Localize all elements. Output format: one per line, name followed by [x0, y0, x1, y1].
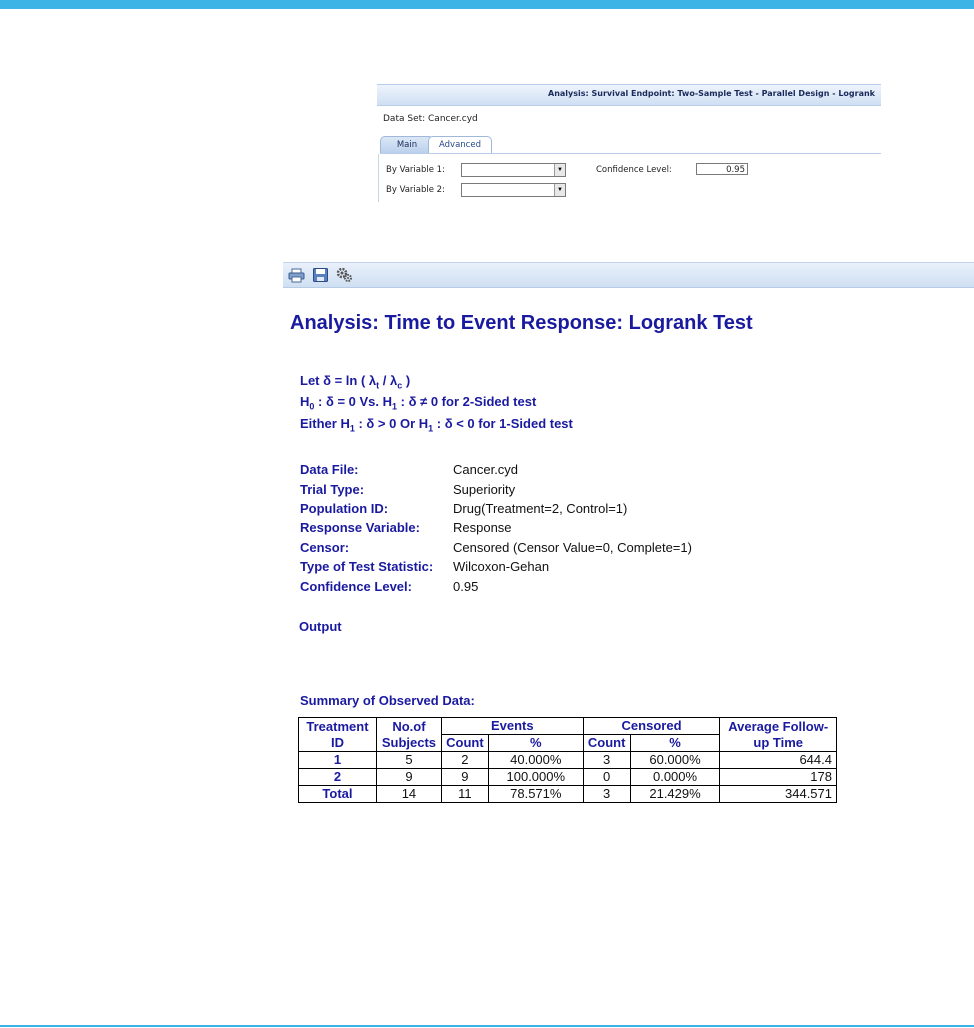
cell-subjects: 5 — [376, 752, 441, 769]
confidence-level-label: Confidence Level: — [596, 165, 672, 175]
info-value-confidence-level: 0.95 — [453, 579, 479, 594]
info-value-censor: Censored (Censor Value=0, Complete=1) — [453, 540, 692, 555]
header-no-of-subjects: No.of Subjects — [376, 718, 441, 752]
cell-treatment-id: Total — [299, 786, 377, 803]
tab-divider — [380, 153, 881, 154]
hyp1-mid: / λ — [379, 373, 398, 388]
tab-advanced[interactable]: Advanced — [428, 136, 492, 154]
cell-subjects: 14 — [376, 786, 441, 803]
hyp2-h: H — [300, 394, 310, 409]
cell-events-count: 9 — [441, 769, 488, 786]
hypothesis-line-2 — [300, 394, 536, 412]
bottom-accent-line — [0, 1025, 974, 1027]
table-row — [299, 769, 837, 786]
cell-events-pct: 78.571% — [488, 786, 583, 803]
by-variable-2-select[interactable] — [461, 183, 566, 197]
report-toolbar — [283, 262, 974, 288]
cell-average-follow-up: 344.571 — [720, 786, 837, 803]
by-variable-1-label: By Variable 1: — [386, 165, 445, 175]
info-value-data-file: Cancer.cyd — [453, 462, 519, 477]
hypothesis-line-1 — [300, 373, 410, 391]
table-row — [299, 752, 837, 769]
print-icon[interactable] — [288, 267, 305, 283]
hyp2-mid: : δ = 0 Vs. H — [314, 394, 393, 409]
dropdown-arrow-icon[interactable]: ▼ — [554, 164, 565, 176]
info-label-trial-type: Trial Type: — [300, 482, 365, 497]
header-censored: Censored — [583, 718, 720, 735]
hyp2-sub1: 0 — [309, 401, 315, 412]
cell-censored-count: 3 — [583, 786, 630, 803]
hyp2-suffix: : δ ≠ 0 for 2-Sided test — [397, 394, 537, 409]
table-row — [299, 786, 837, 803]
save-icon[interactable] — [312, 267, 329, 283]
settings-gears-icon[interactable] — [336, 267, 353, 283]
cell-subjects: 9 — [376, 769, 441, 786]
cell-censored-pct: 21.429% — [630, 786, 720, 803]
hyp1-sub1: t — [376, 380, 380, 391]
info-value-trial-type: Superiority — [453, 482, 516, 497]
header-censored-pct: % — [630, 735, 720, 752]
hyp1-sub2: c — [397, 380, 403, 391]
info-label-censor: Censor: — [300, 540, 350, 555]
tab-main[interactable]: Main — [380, 136, 434, 154]
hyp1-suffix: ) — [402, 373, 411, 388]
dataset-label: Data Set: Cancer.cyd — [383, 114, 478, 124]
output-heading: Output — [299, 619, 342, 634]
by-variable-2-label: By Variable 2: — [386, 185, 445, 195]
cell-events-count: 2 — [441, 752, 488, 769]
header-average-follow-up-time: Average Follow-up Time — [720, 718, 837, 752]
cell-events-pct: 100.000% — [488, 769, 583, 786]
info-label-confidence-level: Confidence Level: — [300, 579, 412, 594]
hypothesis-line-3 — [300, 416, 573, 434]
info-label-test-statistic: Type of Test Statistic: — [300, 559, 434, 574]
hyp3-prefix: Either H — [300, 416, 350, 431]
header-events-count: Count — [441, 735, 488, 752]
cell-events-pct: 40.000% — [488, 752, 583, 769]
cell-censored-count: 3 — [583, 752, 630, 769]
report-title: Analysis: Time to Event Response: Logrank Test — [290, 312, 753, 334]
cell-average-follow-up: 178 — [720, 769, 837, 786]
cell-average-follow-up: 644.4 — [720, 752, 837, 769]
hyp2-sub2: 1 — [392, 401, 398, 412]
cell-censored-count: 0 — [583, 769, 630, 786]
summary-table — [298, 717, 837, 803]
cell-censored-pct: 60.000% — [630, 752, 720, 769]
hyp3-sub2: 1 — [428, 423, 434, 434]
info-value-population-id: Drug(Treatment=2, Control=1) — [453, 501, 628, 516]
header-events: Events — [441, 718, 583, 735]
cell-treatment-id: 2 — [299, 769, 377, 786]
summary-heading: Summary of Observed Data: — [300, 693, 475, 708]
top-accent-bar — [0, 0, 974, 9]
info-label-response-variable: Response Variable: — [300, 520, 420, 535]
cell-events-count: 11 — [441, 786, 488, 803]
confidence-level-input[interactable]: 0.95 — [696, 163, 748, 175]
info-label-data-file: Data File: — [300, 462, 359, 477]
dropdown-arrow-icon[interactable]: ▼ — [554, 184, 565, 196]
hyp3-mid: : δ > 0 Or H — [354, 416, 429, 431]
cell-censored-pct: 0.000% — [630, 769, 720, 786]
header-censored-count: Count — [583, 735, 630, 752]
cell-treatment-id: 1 — [299, 752, 377, 769]
header-treatment-id: Treatment ID — [299, 718, 377, 752]
info-value-test-statistic: Wilcoxon-Gehan — [453, 559, 550, 574]
info-label-population-id: Population ID: — [300, 501, 389, 516]
dialog-body-edge — [378, 154, 379, 202]
dialog-header — [377, 84, 881, 106]
hyp3-sub1: 1 — [349, 423, 355, 434]
hyp1-prefix: Let δ = ln ( λ — [300, 373, 377, 388]
dialog-title: Analysis: Survival Endpoint: Two-Sample Test - Parallel Design - Logrank — [548, 89, 875, 98]
info-value-response-variable: Response — [453, 520, 512, 535]
header-events-pct: % — [488, 735, 583, 752]
hyp3-suffix: : δ < 0 for 1-Sided test — [433, 416, 573, 431]
by-variable-1-select[interactable] — [461, 163, 566, 177]
table-header-row — [299, 718, 837, 735]
